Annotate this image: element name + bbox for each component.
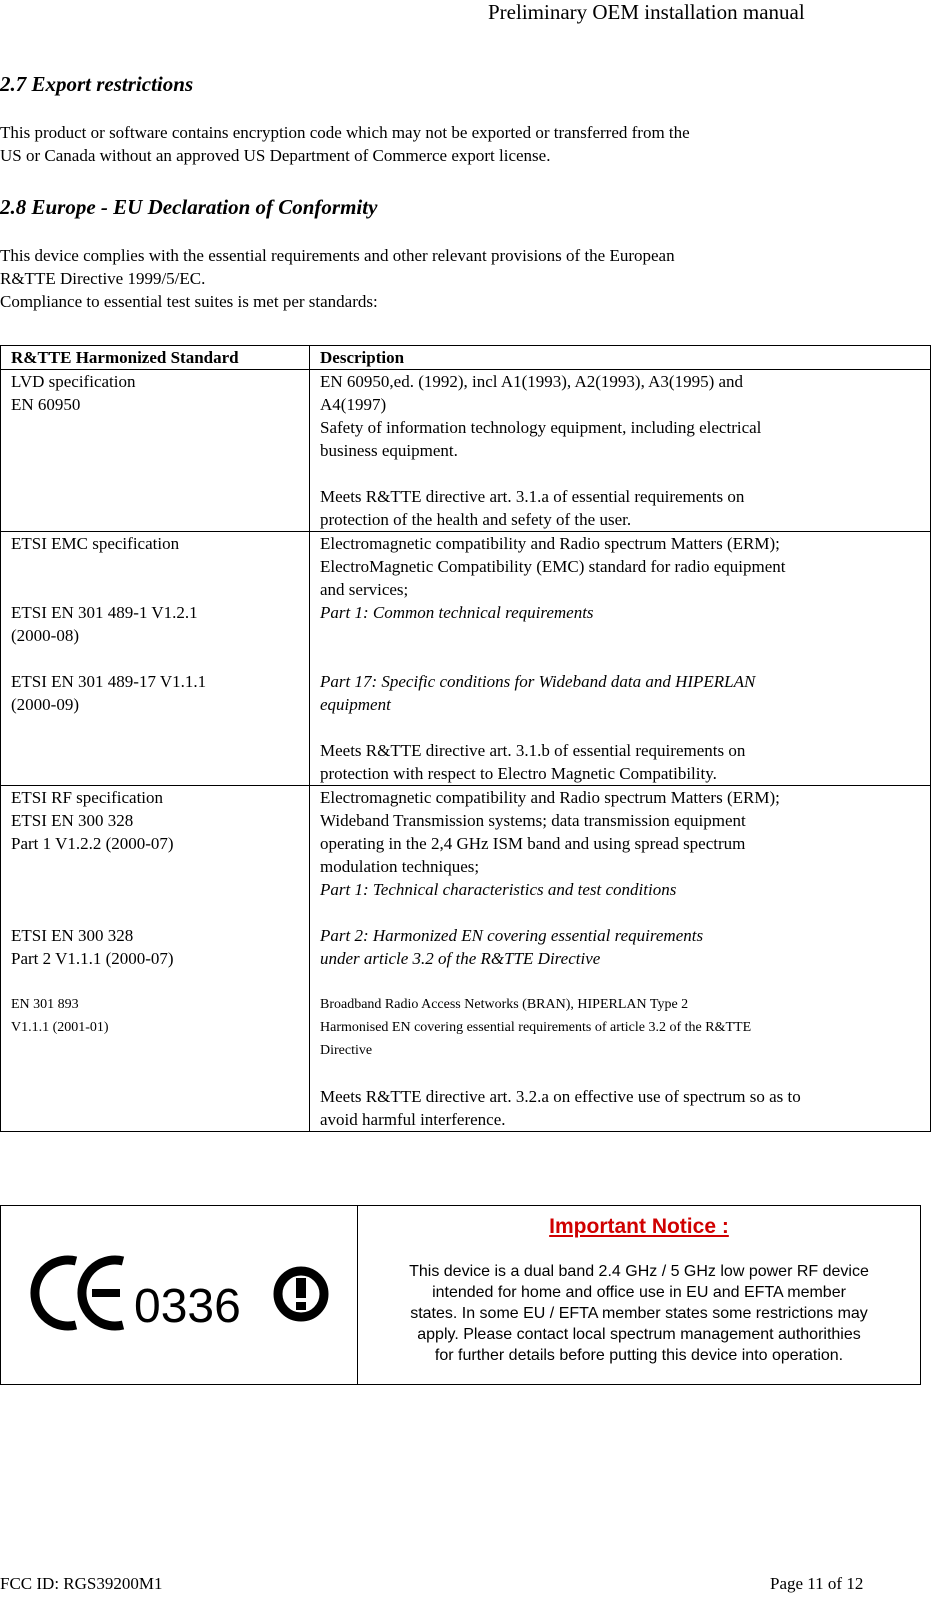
section-heading-export: 2.7 Export restrictions: [0, 72, 194, 96]
standards-table: [0, 345, 931, 1132]
description-cell: Electromagnetic compatibility and Radio spectrum Matters (ERM); Wideband Transmission systems; data transmission equipment operating in the 2,4 GHz ISM band and using spread spectrum modulation techniques; Part 1: Technical characteristics and test conditions Part 2: Harmonized EN covering essential requirements under article 3.2 of the R&TTE Directive Broadband Radio Access Networks (BRAN), HIPERLAN Type 2 Harmonised EN covering essential requirements of article 3.2 of the R&TTE Directive Meets R&TTE directive art. 3.2.a on effective use of spectrum so as to avoid harmful interference.: [310, 786, 931, 1132]
table-header-row: [1, 346, 931, 370]
fcc-id: FCC ID: RGS39200M1: [0, 1574, 163, 1593]
export-text: This product or software contains encryption code which may not be exported or transferred from the US or Canada without an approved US Department of Commerce export license.: [0, 123, 690, 165]
important-notice-box: [0, 1205, 921, 1385]
notice-text-cell: [358, 1206, 920, 1384]
standard-cell: ETSI EMC specification ETSI EN 301 489-1 V1.2.1 (2000-08) ETSI EN 301 489-17 V1.1.1 (2000-09): [1, 532, 310, 786]
notice-body: This device is a dual band 2.4 GHz / 5 GHz low power RF device intended for home and office use in EU and EFTA member states. In some EU / EFTA member states some restrictions may apply. Please contact local spectrum management authorithies for further details before putting this device into operation.: [409, 1263, 869, 1364]
table-row: [1, 786, 931, 1132]
ce-c-letter: [35, 1260, 76, 1326]
table-row: [1, 532, 931, 786]
notified-body-number: 0336: [134, 1280, 241, 1333]
table-row: [1, 370, 931, 532]
column-header-standard: R&TTE Harmonized Standard: [1, 346, 310, 370]
eu-doc-text: This device complies with the essential requirements and other relevant provisions of the European R&TTE Directive 1999/5/EC. Compliance to essential test suites is met per standards:: [0, 246, 675, 311]
page-number: Page 11 of 12: [770, 1574, 864, 1593]
ce-mark-logo: [1, 1206, 357, 1384]
page-header: Preliminary OEM installation manual: [488, 0, 805, 24]
column-header-description: Description: [310, 346, 931, 370]
standard-cell: LVD specification EN 60950: [1, 370, 310, 532]
ce-mark-cell: [1, 1206, 358, 1384]
standard-cell: ETSI RF specification ETSI EN 300 328 Part 1 V1.2.2 (2000-07) ETSI EN 300 328 Part 2 V1.1.1 (2000-07) EN 301 893 V1.1.1 (2001-01): [1, 786, 310, 1132]
notice-title: Important Notice :: [549, 1215, 729, 1238]
section-heading-eu-doc: 2.8 Europe - EU Declaration of Conformity: [0, 195, 378, 219]
description-cell: EN 60950,ed. (1992), incl A1(1993), A2(1993), A3(1995) and A4(1997) Safety of information technology equipment, including electrical business equipment. Meets R&TTE directive art. 3.1.a of essential requirements on protection of the health and sefety of the user.: [310, 370, 931, 532]
description-cell: Electromagnetic compatibility and Radio spectrum Matters (ERM); ElectroMagnetic Compatibility (EMC) standard for radio equipment and services; Part 1: Common technical requirements Part 17: Specific conditions for Wideband data and HIPERLAN equipment Meets R&TTE directive art. 3.1.b of essential requirements on protection with respect to Electro Magnetic Compatibility.: [310, 532, 931, 786]
